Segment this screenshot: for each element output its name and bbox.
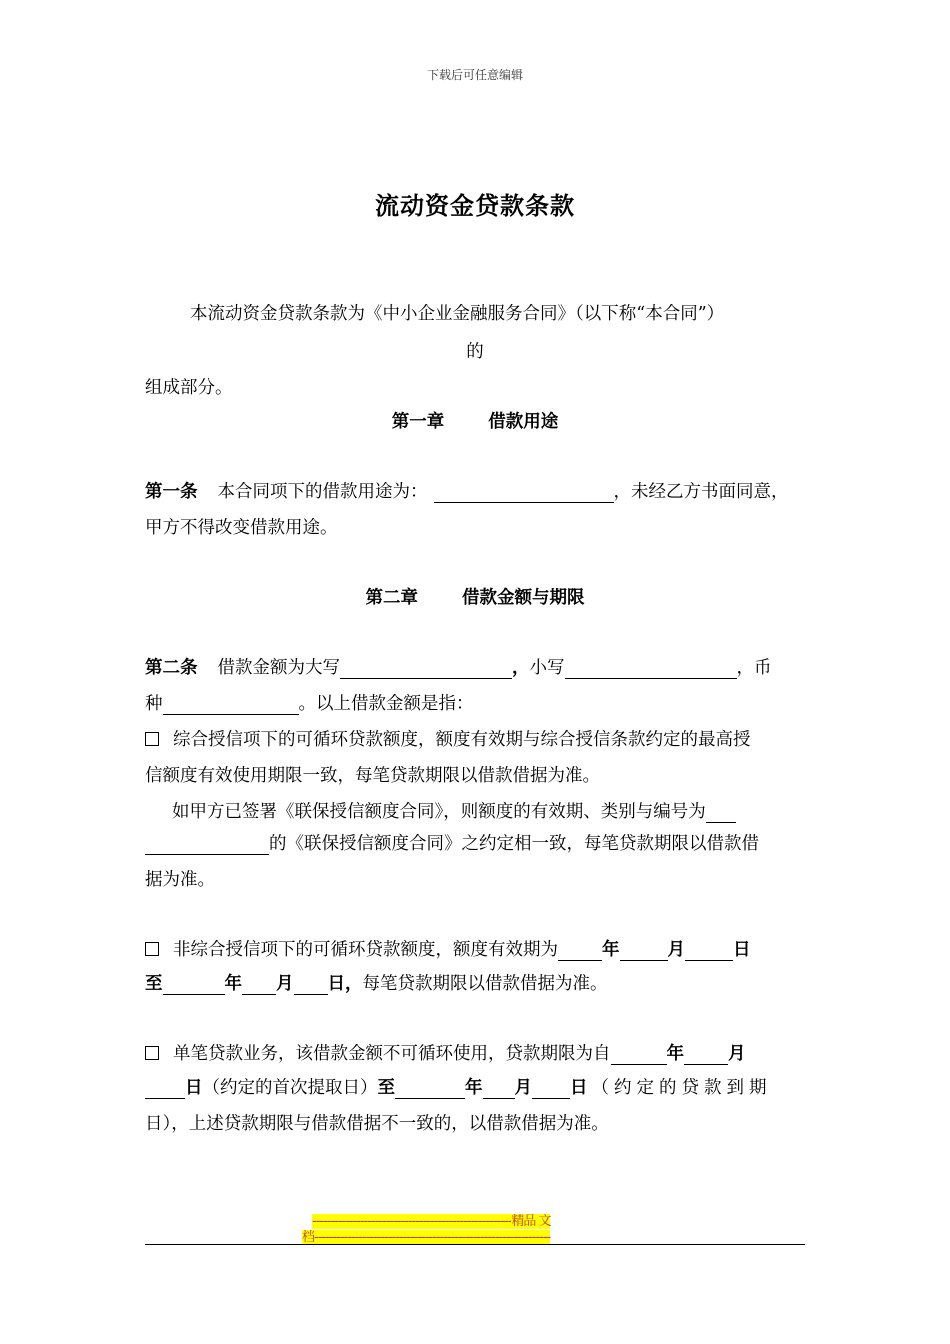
article-2-text-a: 借款金额为大写 [217,658,340,678]
article-2-line-2 [145,686,474,722]
opt3-month-1: 月 [728,1044,746,1064]
intro-line-1: 本流动资金贷款条款为《中小企业金融服务合同》（以下称“本合同”） [190,304,725,324]
opt2-start-day-blank[interactable] [685,959,733,961]
amount-lowercase-blank[interactable] [565,677,737,679]
opt2-start-month-blank[interactable] [620,959,668,961]
opt3-first-draw: （约定的首次提取日） [202,1078,378,1098]
opt2-year-2: 年 [224,974,242,994]
opt2-year-1: 年 [602,940,620,960]
document-title: 流动资金贷款条款 [375,191,575,220]
article-2-text-b: ， [512,658,530,678]
credit-contract-blank-a[interactable] [706,821,736,823]
opt2-month-1: 月 [667,940,685,960]
article-1-text-a: 本合同项下的借款用途为： [217,482,428,502]
option-2-checkbox[interactable] [145,942,159,956]
opt2-day-2: 日 [327,974,345,994]
amount-uppercase-blank[interactable] [340,677,512,679]
option-1-text-4: 的《联保授信额度合同》之约定相一致，每笔贷款期限以借款借 [269,834,759,854]
opt3-year-2: 年 [465,1078,483,1098]
opt3-start-month-blank[interactable] [684,1063,728,1065]
option-1-line-1 [145,722,751,758]
chapter-2-heading [0,584,950,609]
opt2-comma: ， [345,974,363,994]
chapter-1-name: 借款用途 [488,412,559,432]
footer-line-2-text: 档 [302,1230,315,1245]
opt3-due-a: （约定的贷款到期 [591,1078,772,1098]
currency-blank[interactable] [163,713,299,715]
article-2-label: 第二条 [145,658,198,678]
option-3-checkbox[interactable] [145,1046,159,1060]
option-1-line-3 [172,794,736,830]
opt2-end-day-blank[interactable] [294,993,328,995]
option-3-line-2 [145,1070,772,1106]
article-2-line2-a: 种 [145,694,163,714]
option-3-line-1 [145,1036,746,1072]
opt3-day-1: 日 [185,1078,203,1098]
option-1-line-5: 据为准。 [145,870,215,890]
article-1-line-1 [145,474,789,510]
option-3-line-3: 日），上述贷款期限与借款借据不一致的，以借款借据为准。 [145,1114,609,1134]
intro-line-2: 的 [466,342,484,362]
opt2-to: 至 [145,974,163,994]
footer-line-2 [302,1226,550,1245]
chapter-2-number: 第二章 [365,588,418,608]
article-2-line-1 [145,650,772,686]
article-2-line2-b: 。以上借款金额是指： [298,694,474,714]
option-1-checkbox[interactable] [145,732,159,746]
opt2-end-year-blank[interactable] [163,993,225,995]
article-1-text-b: ，未经乙方书面同意， [613,482,789,502]
opt3-start-year-blank[interactable] [611,1063,667,1065]
footer-rule [145,1244,805,1245]
footer-line-1-dashes: ------------------------------------------------------ [312,1214,512,1229]
opt3-start-day-blank[interactable] [145,1097,185,1099]
opt3-end-month-blank[interactable] [483,1097,515,1099]
article-1-label: 第一条 [145,482,198,502]
option-1-line-2: 信额度有效使用期限一致，每笔贷款期限以借款借据为准。 [145,766,600,786]
option-2-text-1: 非综合授信项下的可循环贷款额度，额度有效期为 [173,940,558,960]
footer-line-2-dashes: ---------------------------------------------------------------- [314,1230,551,1245]
opt2-month-2: 月 [276,974,294,994]
option-1-line-4 [145,826,759,862]
header-note: 下载后可任意编辑 [426,68,523,82]
option-1-text-1: 综合授信项下的可循环贷款额度，额度有效期与综合授信条款约定的最高授 [173,730,751,750]
credit-contract-blank-b[interactable] [145,853,269,855]
option-2-line-1 [145,932,751,968]
opt3-year-1: 年 [666,1044,684,1064]
option-2-tail: 每笔贷款期限以借款借据为准。 [362,974,608,994]
article-1-line-2: 甲方不得改变借款用途。 [145,518,338,538]
chapter-2-name: 借款金额与期限 [462,588,585,608]
opt3-month-2: 月 [514,1078,532,1098]
article-2-text-d: ，币 [736,658,772,678]
opt3-end-year-blank[interactable] [395,1097,465,1099]
opt2-end-month-blank[interactable] [242,993,276,995]
opt2-start-year-blank[interactable] [558,959,602,961]
opt3-end-day-blank[interactable] [532,1097,570,1099]
purpose-blank[interactable] [434,501,614,503]
option-3-text-1: 单笔贷款业务，该借款金额不可循环使用，贷款期限为自 [173,1044,611,1064]
chapter-1-number: 第一章 [391,412,445,432]
intro-line-3: 组成部分。 [145,378,233,398]
opt2-day-1: 日 [733,940,751,960]
option-2-line-2 [145,966,608,1002]
opt3-day-2: 日 [570,1078,588,1098]
opt3-to: 至 [377,1078,395,1098]
option-1-text-3: 如甲方已签署《联保授信额度合同》，则额度的有效期、类别与编号为 [172,802,706,822]
chapter-1-heading [0,408,950,433]
article-2-text-c: 小写 [529,658,565,678]
footer-line-1-text: 精品 文 [511,1214,551,1229]
